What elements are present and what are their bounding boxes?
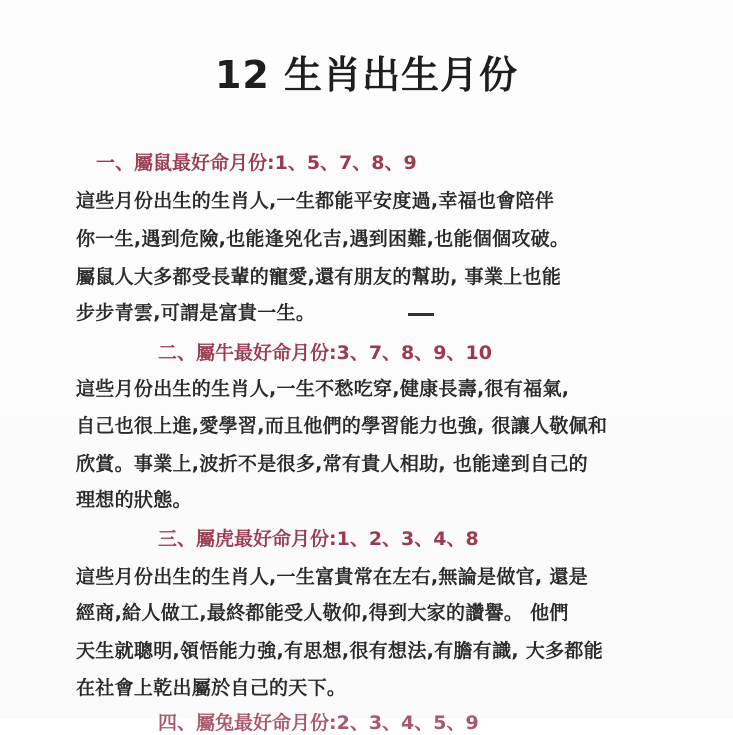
section-rat-line-2: 你一生,遇到危險,也能逢兇化吉,遇到困難,也能個個攻破。	[76, 228, 570, 250]
section-rat-line-1: 這些月份出生的生肖人,一生都能平安度過,幸福也會陪伴	[76, 190, 555, 212]
section-tiger-line-2: 經商,給人做工,最終都能受人敬仰,得到大家的讚譽。 他們	[76, 602, 569, 624]
section-heading-ox: 二、屬牛最好命月份:3、7、8、9、10	[158, 342, 492, 364]
section-ox-line-3: 欣賞。事業上,波折不是很多,常有貴人相助, 也能達到自己的	[76, 453, 588, 475]
section-tiger-line-3: 天生就聰明,領悟能力強,有思想,很有想法,有膽有識, 大多都能	[76, 640, 604, 662]
section-rat-line-4: 步步青雲,可謂是富貴一生。	[76, 302, 316, 324]
section-rat-line-3: 屬鼠人大多都受長輩的寵愛,還有朋友的幫助, 事業上也能	[76, 266, 562, 288]
section-heading-rabbit: 四、屬兔最好命月份:2、3、4、5、9	[158, 712, 479, 734]
section-tiger-line-4: 在社會上乾出屬於自己的天下。	[76, 677, 347, 699]
section-ox-line-1: 這些月份出生的生肖人,一生不愁吃穿,健康長壽,很有福氣,	[76, 378, 570, 400]
section-tiger-line-1: 這些月份出生的生肖人,一生富貴常在左右,無論是做官, 還是	[76, 566, 588, 588]
dash-mark	[408, 313, 434, 316]
section-heading-tiger: 三、屬虎最好命月份:1、2、3、4、8	[158, 528, 479, 550]
section-ox-line-4: 理想的狀態。	[76, 489, 192, 511]
page-title: 12 生肖出生月份	[214, 53, 519, 97]
section-ox-line-2: 自己也很上進,愛學習,而且他們的學習能力也強, 很讓人敬佩和	[76, 415, 608, 437]
section-heading-rat: 一、屬鼠最好命月份:1、5、7、8、9	[96, 152, 417, 174]
